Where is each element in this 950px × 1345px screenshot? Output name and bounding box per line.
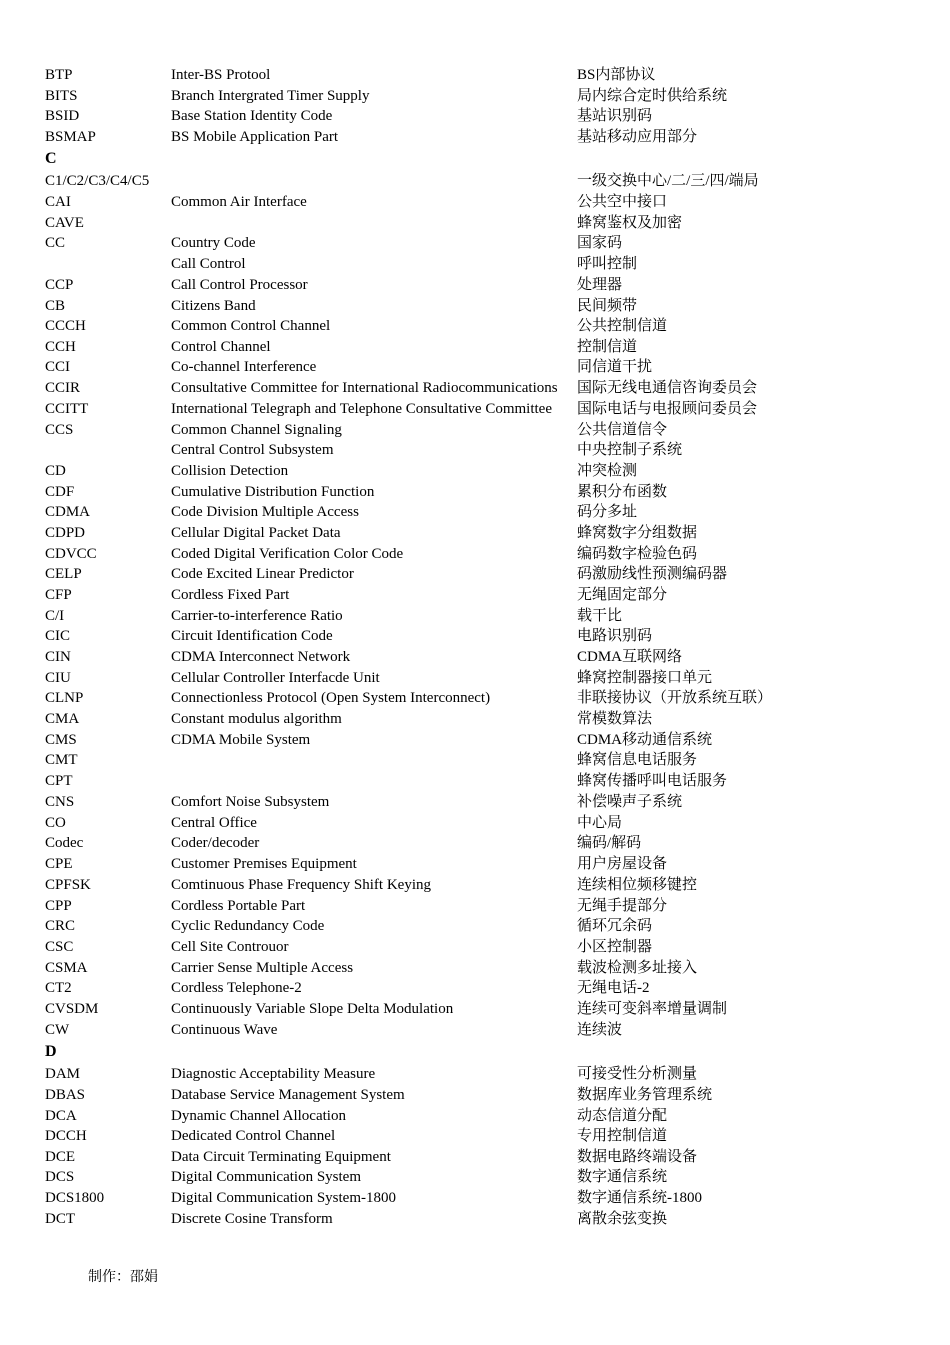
glossary-row [0,999,950,1020]
glossary-row [0,1106,950,1127]
glossary-row [0,420,950,441]
glossary-row [0,875,950,896]
chinese-term: 公共空中接口 [577,194,668,210]
abbreviation: CDVCC [45,546,97,562]
abbreviation: BITS [45,88,78,104]
chinese-term: 呼叫控制 [577,256,638,272]
chinese-term: 国家码 [577,235,623,251]
english-term: Call Control Processor [171,277,308,293]
chinese-term: 编码数字检验色码 [577,546,698,562]
chinese-term: 用户房屋设备 [577,856,668,872]
abbreviation: CAI [45,194,71,210]
glossary-row [0,792,950,813]
chinese-term: 累积分布函数 [577,484,668,500]
glossary-row [0,564,950,585]
glossary-row [0,750,950,771]
glossary-row [0,106,950,127]
chinese-term: 国际无线电通信咨询委员会 [577,380,758,396]
english-term: Citizens Band [171,298,256,314]
section-letter: C [45,150,57,167]
glossary-row [0,127,950,148]
english-term: Circuit Identification Code [171,628,333,644]
glossary-row [0,296,950,317]
glossary-row [0,523,950,544]
english-term: Coder/decoder [171,835,260,851]
abbreviation: DCS [45,1169,75,1185]
glossary-row [0,275,950,296]
glossary-row [0,337,950,358]
abbreviation: CCI [45,359,71,375]
abbreviation: CO [45,815,66,831]
chinese-term: 中心局 [577,815,623,831]
chinese-term: 数字通信系统 [577,1169,668,1185]
abbreviation: CIC [45,628,71,644]
chinese-term: 蜂窝控制器接口单元 [577,670,713,686]
chinese-term: 处理器 [577,277,623,293]
chinese-term: 连续可变斜率增量调制 [577,1001,728,1017]
abbreviation: CAVE [45,215,84,231]
glossary-row [0,585,950,606]
chinese-term: 中央控制子系统 [577,442,683,458]
english-term: CDMA Interconnect Network [171,649,351,665]
abbreviation: CLNP [45,690,84,706]
glossary-row [0,65,950,86]
english-term: Carrier-to-interference Ratio [171,608,343,624]
chinese-term: 可接受性分析测量 [577,1066,698,1082]
chinese-term: 一级交换中心/二/三/四/端局 [577,173,759,189]
chinese-term: 无绳电话-2 [577,980,650,996]
chinese-term: 冲突检测 [577,463,638,479]
abbreviation: CC [45,235,66,251]
english-term: Constant modulus algorithm [171,711,342,727]
chinese-term: 数据库业务管理系统 [577,1087,713,1103]
glossary-row [0,896,950,917]
english-term: Continuously Variable Slope Delta Modulation [171,1001,454,1017]
glossary-row [0,1126,950,1147]
abbreviation: CCIR [45,380,81,396]
abbreviation: CIN [45,649,71,665]
english-term: Call Control [171,256,246,272]
english-term: Consultative Committee for International Radiocommunications [171,380,558,396]
chinese-term: CDMA移动通信系统 [577,732,713,748]
glossary-row [0,626,950,647]
abbreviation: CELP [45,566,82,582]
chinese-term: 离散余弦变换 [577,1211,668,1227]
abbreviation: CIU [45,670,71,686]
english-term: Cell Site Controuor [171,939,289,955]
glossary-row [0,544,950,565]
glossary-row [0,1188,950,1209]
chinese-term: 基站移动应用部分 [577,129,698,145]
chinese-term: 连续波 [577,1022,623,1038]
abbreviation: CCS [45,422,74,438]
chinese-term: 补偿噪声子系统 [577,794,683,810]
glossary-row [0,730,950,751]
english-term: Code Excited Linear Predictor [171,566,354,582]
english-term: Data Circuit Terminating Equipment [171,1149,391,1165]
footer-credit: 制作：邵娟 [88,1269,158,1285]
glossary-row [0,357,950,378]
english-term: Central Control Subsystem [171,442,334,458]
chinese-term: 数据电路终端设备 [577,1149,698,1165]
chinese-term: 蜂窝数字分组数据 [577,525,698,541]
english-term: Branch Intergrated Timer Supply [171,88,370,104]
english-term: Database Service Management System [171,1087,405,1103]
abbreviation: BSID [45,108,80,124]
abbreviation: CW [45,1022,70,1038]
english-term: Digital Communication System [171,1169,361,1185]
abbreviation: CVSDM [45,1001,99,1017]
english-term: Cellular Controller Interfacde Unit [171,670,380,686]
chinese-term: CDMA互联网络 [577,649,683,665]
abbreviation: CT2 [45,980,72,996]
english-term: Discrete Cosine Transform [171,1211,333,1227]
abbreviation: CSC [45,939,74,955]
glossary-row [0,399,950,420]
chinese-term: 数字通信系统-1800 [577,1190,702,1206]
abbreviation: CPP [45,898,72,914]
chinese-term: 载波检测多址接入 [577,960,698,976]
abbreviation: C1/C2/C3/C4/C5 [45,173,150,189]
chinese-term: 非联接协议（开放系统互联） [577,690,773,706]
glossary-row [0,916,950,937]
english-term: Control Channel [171,339,271,355]
glossary-row [0,813,950,834]
english-term: Coded Digital Verification Color Code [171,546,404,562]
chinese-term: 小区控制器 [577,939,653,955]
english-term: Dynamic Channel Allocation [171,1108,346,1124]
english-term: Comfort Noise Subsystem [171,794,330,810]
chinese-term: 蜂窝信息电话服务 [577,752,698,768]
english-term: Common Air Interface [171,194,307,210]
english-term: Inter-BS Protool [171,67,271,83]
abbreviation: CRC [45,918,76,934]
glossary-row [0,213,950,234]
english-term: Carrier Sense Multiple Access [171,960,354,976]
english-term: Comtinuous Phase Frequency Shift Keying [171,877,431,893]
glossary-row [0,86,950,107]
glossary-row [0,709,950,730]
abbreviation: CDMA [45,504,91,520]
abbreviation: DAM [45,1066,81,1082]
abbreviation: CMS [45,732,77,748]
glossary-row [0,192,950,213]
chinese-term: 专用控制信道 [577,1128,668,1144]
abbreviation: CMT [45,752,78,768]
glossary-row [0,254,950,275]
chinese-term: 无绳手提部分 [577,898,668,914]
abbreviation: DBAS [45,1087,86,1103]
english-term: Continuous Wave [171,1022,278,1038]
abbreviation: CCITT [45,401,89,417]
english-term: International Telegraph and Telephone Consultative Committee [171,401,552,417]
glossary-row [0,937,950,958]
glossary-row [0,1209,950,1230]
abbreviation: BTP [45,67,73,83]
chinese-term: 公共控制信道 [577,318,668,334]
english-term: Digital Communication System-1800 [171,1190,396,1206]
abbreviation: DCT [45,1211,75,1227]
english-term: Cellular Digital Packet Data [171,525,341,541]
chinese-term: 载干比 [577,608,623,624]
section-heading [0,1041,950,1062]
abbreviation: CNS [45,794,75,810]
abbreviation: DCA [45,1108,77,1124]
chinese-term: 蜂窝传播呼叫电话服务 [577,773,728,789]
english-term: Diagnostic Acceptability Measure [171,1066,376,1082]
abbreviation: DCCH [45,1128,87,1144]
glossary-row [0,1064,950,1085]
chinese-term: 局内综合定时供给系统 [577,88,728,104]
glossary-row [0,771,950,792]
english-term: Code Division Multiple Access [171,504,359,520]
english-term: Cordless Telephone-2 [171,980,302,996]
section-letter: D [45,1043,57,1060]
glossary-row [0,1167,950,1188]
abbreviation: Codec [45,835,84,851]
english-term: Customer Premises Equipment [171,856,357,872]
english-term: Collision Detection [171,463,289,479]
glossary-row [0,833,950,854]
english-term: Connectionless Protocol (Open System Interconnect) [171,690,491,706]
english-term: CDMA Mobile System [171,732,311,748]
glossary-row [0,647,950,668]
abbreviation: CDF [45,484,75,500]
english-term: Co-channel Interference [171,359,317,375]
glossary-row [0,233,950,254]
chinese-term: 无绳固定部分 [577,587,668,603]
abbreviation: CFP [45,587,72,603]
chinese-term: 民间频带 [577,298,638,314]
glossary-row [0,688,950,709]
glossary-row [0,378,950,399]
section-heading [0,148,950,169]
chinese-term: 常模数算法 [577,711,653,727]
glossary-row [0,606,950,627]
chinese-term: 循环冗余码 [577,918,653,934]
chinese-term: 码激励线性预测编码器 [577,566,728,582]
english-term: BS Mobile Application Part [171,129,339,145]
glossary-row [0,1147,950,1168]
glossary-row [0,440,950,461]
abbreviation: DCS1800 [45,1190,105,1206]
abbreviation: C/I [45,608,65,624]
abbreviation: CDPD [45,525,86,541]
glossary-row [0,502,950,523]
chinese-term: 蜂窝鉴权及加密 [577,215,683,231]
glossary-row [0,854,950,875]
glossary-row [0,668,950,689]
english-term: Central Office [171,815,257,831]
abbreviation: CCH [45,339,76,355]
english-term: Base Station Identity Code [171,108,333,124]
glossary-row [0,171,950,192]
abbreviation: CPE [45,856,73,872]
glossary-row [0,482,950,503]
english-term: Country Code [171,235,256,251]
chinese-term: 国际电话与电报顾问委员会 [577,401,758,417]
abbreviation: CCP [45,277,74,293]
chinese-term: BS内部协议 [577,67,656,83]
english-term: Cordless Portable Part [171,898,306,914]
chinese-term: 码分多址 [577,504,638,520]
chinese-term: 动态信道分配 [577,1108,668,1124]
english-term: Dedicated Control Channel [171,1128,336,1144]
chinese-term: 基站识别码 [577,108,653,124]
glossary-row [0,461,950,482]
chinese-term: 电路识别码 [577,628,653,644]
abbreviation: CB [45,298,66,314]
chinese-term: 连续相位频移键控 [577,877,698,893]
glossary-row [0,978,950,999]
glossary-row [0,1085,950,1106]
english-term: Cyclic Redundancy Code [171,918,325,934]
chinese-term: 公共信道信令 [577,422,668,438]
chinese-term: 控制信道 [577,339,638,355]
abbreviation: CMA [45,711,80,727]
chinese-term: 同信道干扰 [577,359,653,375]
glossary-row [0,1020,950,1041]
chinese-term: 编码/解码 [577,835,642,851]
abbreviation: CPFSK [45,877,91,893]
english-term: Cordless Fixed Part [171,587,290,603]
abbreviation: CPT [45,773,73,789]
english-term: Common Control Channel [171,318,331,334]
abbreviation: CSMA [45,960,88,976]
english-term: Cumulative Distribution Function [171,484,375,500]
glossary-row [0,958,950,979]
english-term: Common Channel Signaling [171,422,342,438]
abbreviation: CCCH [45,318,86,334]
glossary-row [0,316,950,337]
abbreviation: DCE [45,1149,75,1165]
abbreviation: CD [45,463,66,479]
abbreviation: BSMAP [45,129,96,145]
